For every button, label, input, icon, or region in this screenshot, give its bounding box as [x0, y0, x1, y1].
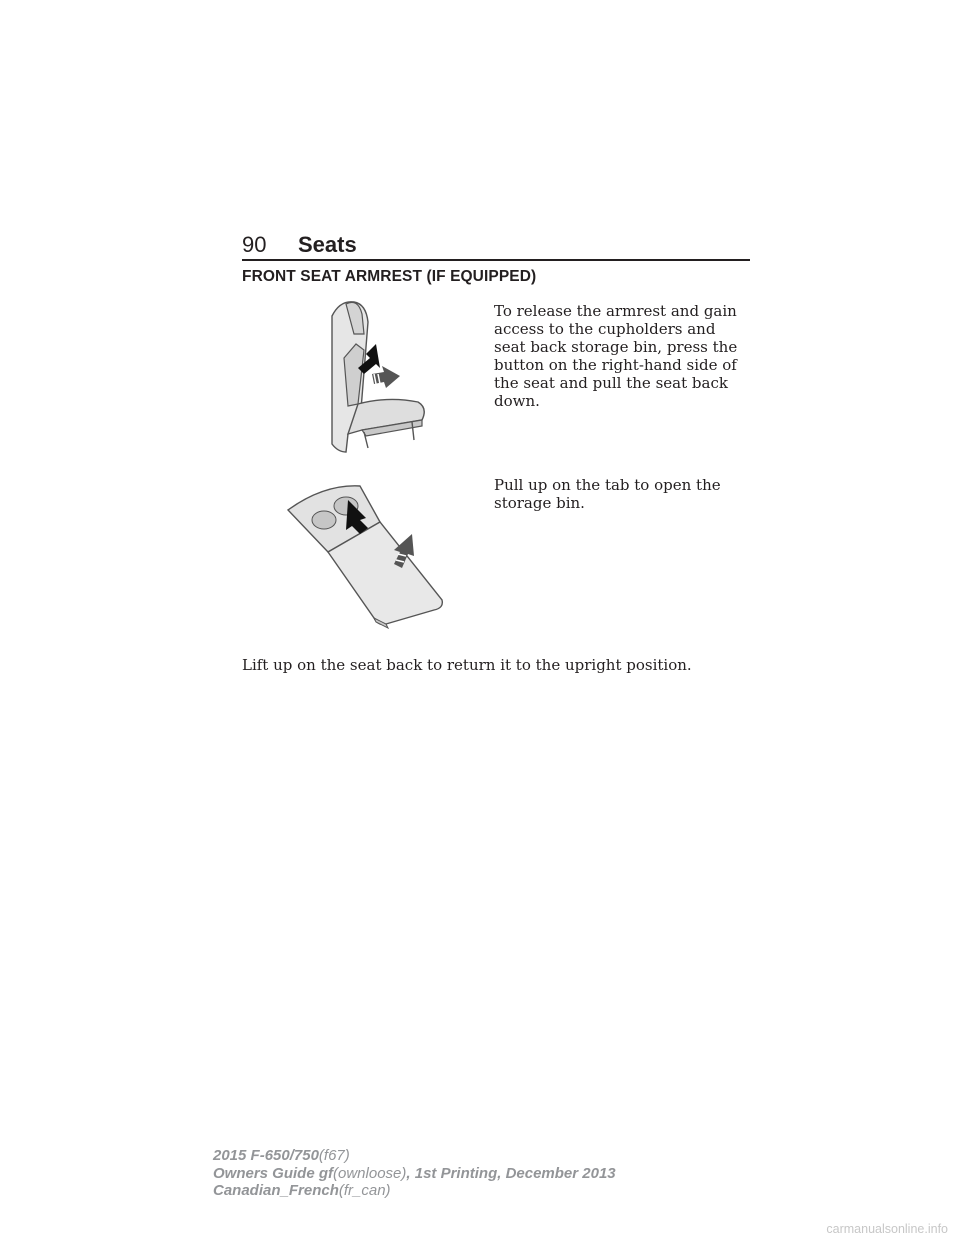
page-header: [242, 232, 750, 262]
footer-line-model: 2015 F-650/750(f67): [213, 1147, 350, 1164]
instruction-return-upright: Lift up on the seat back to return it to the upright position.: [242, 656, 692, 674]
instruction-open-bin: Pull up on the tab to open the storage bin.: [494, 476, 721, 512]
header-rule: [242, 259, 750, 261]
footer-line-language: Canadian_French(fr_can): [213, 1182, 391, 1199]
print-footer: [213, 1147, 616, 1200]
section-heading: FRONT SEAT ARMREST (IF EQUIPPED): [242, 268, 537, 285]
section-title: Seats: [298, 232, 357, 257]
seat-armrest-illustration: [318, 294, 430, 456]
page-number: 90: [242, 232, 267, 257]
footer-line-guide: Owners Guide gf(ownloose), 1st Printing, December 2013: [213, 1164, 616, 1182]
storage-bin-illustration: [284, 482, 444, 630]
watermark-text: carmanualsonline.info: [826, 1222, 948, 1236]
instruction-release-armrest: To release the armrest and gain access to the cupholders and seat back storage bin, press the button on the right-hand side of the seat and pull the seat back down.: [494, 302, 738, 410]
